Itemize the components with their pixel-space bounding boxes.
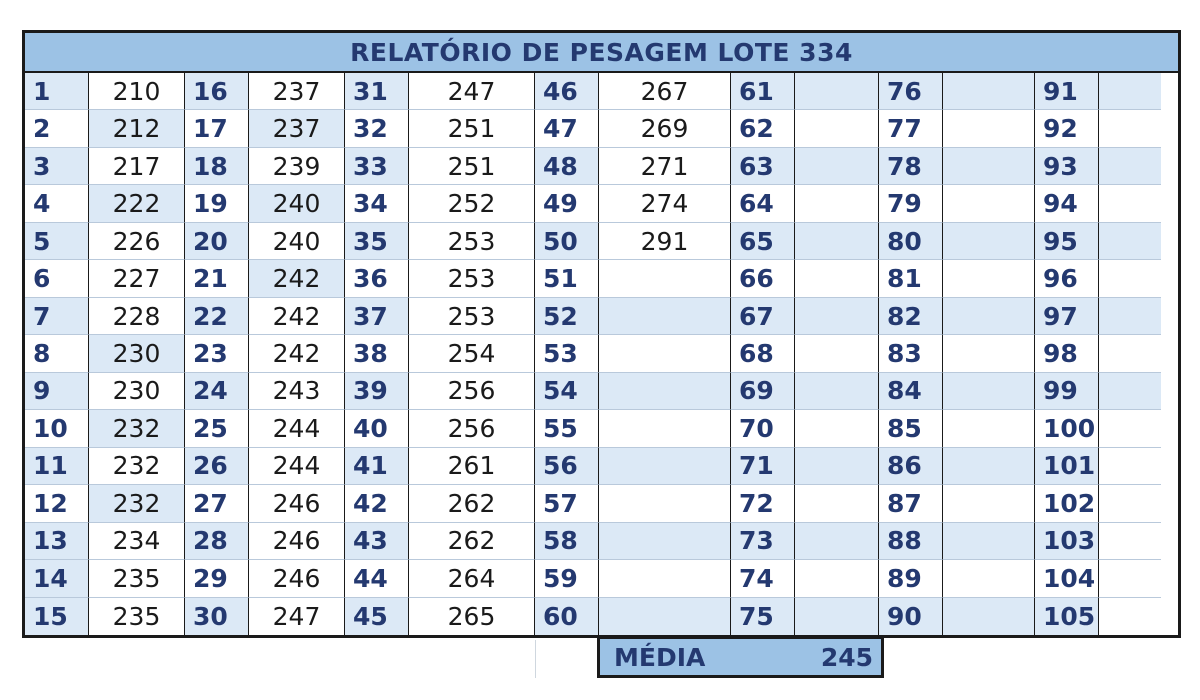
row-index: 61 [731, 73, 795, 110]
weight-value: 226 [89, 223, 185, 260]
row-index: 62 [731, 110, 795, 147]
weight-value: 244 [249, 448, 345, 485]
row-index: 94 [1035, 185, 1099, 222]
weight-value [1099, 73, 1161, 110]
row-index: 27 [185, 485, 249, 522]
row-index: 63 [731, 148, 795, 185]
row-index: 86 [879, 448, 943, 485]
row-index: 2 [25, 110, 89, 147]
weight-value: 271 [599, 148, 731, 185]
weight-value: 227 [89, 260, 185, 297]
row-index: 12 [25, 485, 89, 522]
weight-value [599, 448, 731, 485]
weight-value: 251 [409, 110, 535, 147]
row-index: 99 [1035, 373, 1099, 410]
row-index: 92 [1035, 110, 1099, 147]
row-index: 91 [1035, 73, 1099, 110]
weight-value [1099, 298, 1161, 335]
weight-value: 267 [599, 73, 731, 110]
row-index: 80 [879, 223, 943, 260]
weight-value [599, 373, 731, 410]
weight-value [1099, 448, 1161, 485]
weight-value [943, 110, 1035, 147]
weight-value: 253 [409, 223, 535, 260]
row-index: 52 [535, 298, 599, 335]
weight-value: 232 [89, 485, 185, 522]
weight-value [1099, 260, 1161, 297]
weight-value: 252 [409, 185, 535, 222]
weight-value: 262 [409, 485, 535, 522]
weight-value [795, 335, 879, 372]
row-index: 68 [731, 335, 795, 372]
weights-table [25, 73, 1178, 635]
row-index: 50 [535, 223, 599, 260]
row-index: 41 [345, 448, 409, 485]
row-index: 3 [25, 148, 89, 185]
row-index: 6 [25, 260, 89, 297]
weight-value [795, 410, 879, 447]
row-index: 38 [345, 335, 409, 372]
average-row [597, 636, 884, 678]
row-index: 89 [879, 560, 943, 597]
weight-value: 244 [249, 410, 345, 447]
row-index: 20 [185, 223, 249, 260]
weight-value: 253 [409, 260, 535, 297]
row-index: 100 [1035, 410, 1099, 447]
row-index: 30 [185, 598, 249, 635]
weight-value [1099, 560, 1161, 597]
weight-value: 243 [249, 373, 345, 410]
weight-value [1099, 373, 1161, 410]
row-index: 105 [1035, 598, 1099, 635]
weight-value: 256 [409, 373, 535, 410]
weight-value: 291 [599, 223, 731, 260]
weight-value: 253 [409, 298, 535, 335]
weight-value: 261 [409, 448, 535, 485]
row-index: 17 [185, 110, 249, 147]
row-index: 16 [185, 73, 249, 110]
row-index: 54 [535, 373, 599, 410]
row-index: 31 [345, 73, 409, 110]
row-index: 76 [879, 73, 943, 110]
weight-value: 228 [89, 298, 185, 335]
row-index: 79 [879, 185, 943, 222]
weight-value [795, 223, 879, 260]
weight-value [1099, 523, 1161, 560]
row-index: 71 [731, 448, 795, 485]
row-index: 93 [1035, 148, 1099, 185]
row-index: 25 [185, 410, 249, 447]
average-value: 245 [820, 642, 873, 672]
row-index: 4 [25, 185, 89, 222]
weight-value [795, 110, 879, 147]
row-index: 60 [535, 598, 599, 635]
row-index: 40 [345, 410, 409, 447]
weight-value: 237 [249, 73, 345, 110]
weight-value: 232 [89, 448, 185, 485]
row-index: 36 [345, 260, 409, 297]
row-index: 66 [731, 260, 795, 297]
row-index: 84 [879, 373, 943, 410]
weight-value [943, 185, 1035, 222]
row-index: 18 [185, 148, 249, 185]
row-index: 103 [1035, 523, 1099, 560]
weight-value: 212 [89, 110, 185, 147]
row-index: 78 [879, 148, 943, 185]
row-index: 28 [185, 523, 249, 560]
weight-value [1099, 485, 1161, 522]
weight-value [599, 335, 731, 372]
weight-value [943, 485, 1035, 522]
row-index: 55 [535, 410, 599, 447]
row-index: 35 [345, 223, 409, 260]
weight-value [795, 298, 879, 335]
weight-value [1099, 223, 1161, 260]
row-index: 73 [731, 523, 795, 560]
row-index: 67 [731, 298, 795, 335]
weighing-report [22, 30, 1181, 638]
row-index: 39 [345, 373, 409, 410]
weight-value: 247 [409, 73, 535, 110]
weight-value [943, 223, 1035, 260]
weight-value: 235 [89, 560, 185, 597]
weight-value [795, 148, 879, 185]
weight-value: 237 [249, 110, 345, 147]
row-index: 10 [25, 410, 89, 447]
weight-value: 210 [89, 73, 185, 110]
weight-value [1099, 410, 1161, 447]
row-index: 1 [25, 73, 89, 110]
weight-value: 242 [249, 335, 345, 372]
weight-value: 246 [249, 560, 345, 597]
weight-value: 246 [249, 523, 345, 560]
weight-value: 265 [409, 598, 535, 635]
weight-value: 230 [89, 373, 185, 410]
row-index: 21 [185, 260, 249, 297]
row-index: 75 [731, 598, 795, 635]
row-index: 29 [185, 560, 249, 597]
row-index: 24 [185, 373, 249, 410]
row-index: 104 [1035, 560, 1099, 597]
row-index: 44 [345, 560, 409, 597]
row-index: 49 [535, 185, 599, 222]
report-title: RELATÓRIO DE PESAGEM LOTE 334 [25, 33, 1178, 73]
row-index: 32 [345, 110, 409, 147]
row-index: 8 [25, 335, 89, 372]
weight-value: 269 [599, 110, 731, 147]
weight-value [599, 260, 731, 297]
row-index: 11 [25, 448, 89, 485]
weight-value: 254 [409, 335, 535, 372]
row-index: 82 [879, 298, 943, 335]
weight-value [795, 73, 879, 110]
row-index: 90 [879, 598, 943, 635]
weight-value: 230 [89, 335, 185, 372]
weight-value: 262 [409, 523, 535, 560]
row-index: 22 [185, 298, 249, 335]
weight-value [943, 335, 1035, 372]
row-index: 56 [535, 448, 599, 485]
row-index: 14 [25, 560, 89, 597]
weight-value [943, 523, 1035, 560]
weight-value: 264 [409, 560, 535, 597]
row-index: 43 [345, 523, 409, 560]
weight-value [599, 485, 731, 522]
weight-value: 217 [89, 148, 185, 185]
weight-value: 222 [89, 185, 185, 222]
weight-value: 234 [89, 523, 185, 560]
weight-value [943, 448, 1035, 485]
weight-value [599, 410, 731, 447]
weight-value: 240 [249, 223, 345, 260]
weight-value [1099, 110, 1161, 147]
weight-value: 239 [249, 148, 345, 185]
row-index: 85 [879, 410, 943, 447]
weight-value: 242 [249, 260, 345, 297]
row-index: 47 [535, 110, 599, 147]
weight-value: 274 [599, 185, 731, 222]
weight-value: 256 [409, 410, 535, 447]
row-index: 72 [731, 485, 795, 522]
weight-value [943, 73, 1035, 110]
weight-value [795, 598, 879, 635]
weight-value [943, 560, 1035, 597]
weight-value [943, 373, 1035, 410]
weight-value [795, 185, 879, 222]
weight-value [599, 298, 731, 335]
row-index: 46 [535, 73, 599, 110]
row-index: 102 [1035, 485, 1099, 522]
row-index: 15 [25, 598, 89, 635]
row-index: 59 [535, 560, 599, 597]
weight-value [1099, 148, 1161, 185]
row-index: 53 [535, 335, 599, 372]
row-index: 97 [1035, 298, 1099, 335]
weight-value [943, 260, 1035, 297]
weight-value [795, 260, 879, 297]
row-index: 77 [879, 110, 943, 147]
weight-value [943, 298, 1035, 335]
row-index: 98 [1035, 335, 1099, 372]
weight-value [599, 560, 731, 597]
row-index: 34 [345, 185, 409, 222]
row-index: 51 [535, 260, 599, 297]
row-index: 26 [185, 448, 249, 485]
weight-value [599, 523, 731, 560]
row-index: 83 [879, 335, 943, 372]
row-index: 5 [25, 223, 89, 260]
weight-value [943, 598, 1035, 635]
row-index: 33 [345, 148, 409, 185]
weight-value: 235 [89, 598, 185, 635]
row-index: 58 [535, 523, 599, 560]
row-index: 23 [185, 335, 249, 372]
weight-value [795, 523, 879, 560]
row-index: 70 [731, 410, 795, 447]
weight-value [943, 410, 1035, 447]
weight-value [795, 448, 879, 485]
weight-value: 247 [249, 598, 345, 635]
average-label: MÉDIA [614, 642, 706, 672]
weight-value [795, 560, 879, 597]
weight-value [599, 598, 731, 635]
row-index: 19 [185, 185, 249, 222]
row-index: 74 [731, 560, 795, 597]
weight-value [1099, 335, 1161, 372]
row-index: 42 [345, 485, 409, 522]
weight-value: 242 [249, 298, 345, 335]
weight-value: 240 [249, 185, 345, 222]
weight-value [943, 148, 1035, 185]
row-index: 37 [345, 298, 409, 335]
weight-value [1099, 598, 1161, 635]
row-index: 48 [535, 148, 599, 185]
weight-value [795, 373, 879, 410]
row-index: 95 [1035, 223, 1099, 260]
weight-value: 251 [409, 148, 535, 185]
weight-value [795, 485, 879, 522]
row-index: 87 [879, 485, 943, 522]
row-index: 69 [731, 373, 795, 410]
row-index: 7 [25, 298, 89, 335]
weight-value: 232 [89, 410, 185, 447]
row-index: 64 [731, 185, 795, 222]
row-index: 9 [25, 373, 89, 410]
weight-value: 246 [249, 485, 345, 522]
row-index: 65 [731, 223, 795, 260]
row-index: 45 [345, 598, 409, 635]
row-index: 101 [1035, 448, 1099, 485]
row-index: 88 [879, 523, 943, 560]
row-index: 57 [535, 485, 599, 522]
weight-value [1099, 185, 1161, 222]
divider-line [535, 640, 536, 678]
row-index: 96 [1035, 260, 1099, 297]
row-index: 13 [25, 523, 89, 560]
row-index: 81 [879, 260, 943, 297]
